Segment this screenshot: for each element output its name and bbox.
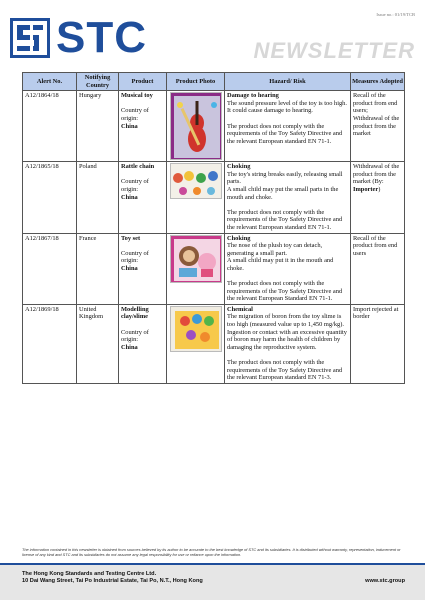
disclaimer-text: The information contained in this newsletter is obtained from sources believed by its author to be accurate to the best knowledge of STC and its subsidiaries. It is distributed without warranty, representation, inducement or license of any kind and STC and its subsidiaries do not assume any legal responsibility for use or reliance upon the information. xyxy=(22,547,401,557)
product-name: Toy set xyxy=(121,234,141,242)
product-cell xyxy=(119,91,167,162)
column-header-alert-no: Alert No. xyxy=(23,73,77,91)
origin-country: China xyxy=(121,193,138,201)
compliance-text: The product does not comply with the requirements of the Toy Safety Directive and the relevant European standard EN 71-1. xyxy=(227,208,343,231)
column-header-product: Product xyxy=(119,73,167,91)
company-name: The Hong Kong Standards and Testing Centre Ltd. xyxy=(22,571,157,577)
table-row xyxy=(23,233,405,304)
measures-text: Withdrawal of the product from the market (By: xyxy=(353,163,400,186)
notifying-country: United Kingdom xyxy=(77,304,119,383)
measures-cell: Withdrawal of the product from the market (By: Importer) xyxy=(351,162,405,233)
issue-number: Issue no.: 01/19/TCB xyxy=(376,12,415,17)
measures-text: Import rejected at border xyxy=(353,305,399,321)
origin-label: Country of origin: xyxy=(121,249,149,265)
column-header-country: Notifying Country xyxy=(77,73,119,91)
product-photo-modelling-clay xyxy=(170,306,222,352)
column-header-photo: Product Photo xyxy=(167,73,225,91)
product-photo-rattle-chain xyxy=(170,163,222,199)
origin-label: Country of origin: xyxy=(121,328,149,344)
product-photo-cell xyxy=(167,233,225,304)
product-cell xyxy=(119,233,167,304)
hazard-description: The sound pressure level of the toy is too high. It could cause damage to hearing. xyxy=(227,99,347,115)
hazard-cell xyxy=(225,233,351,304)
origin-country: China xyxy=(121,264,138,272)
compliance-text: The product does not comply with the requirements of the Toy Safety Directive and the relevant European standard EN 71-1. xyxy=(227,122,343,145)
stc-logo-mark-icon xyxy=(13,21,47,55)
hazard-title: Choking xyxy=(227,163,251,171)
notifying-country: Poland xyxy=(77,162,119,233)
product-photo-cell xyxy=(167,162,225,233)
product-name: Rattle chain xyxy=(121,163,155,171)
hazard-cell xyxy=(225,304,351,383)
compliance-text: The product does not comply with the requirements of the Toy Safety Directive and the relevant European Standard EN 71-1. xyxy=(227,280,343,303)
product-name: Musical toy xyxy=(121,92,153,100)
column-header-hazard: Hazard/ Risk xyxy=(225,73,351,91)
column-header-measures: Measures Adopted xyxy=(351,73,405,91)
table-row xyxy=(23,91,405,162)
table-header-row xyxy=(23,73,405,91)
hazard-title: Chemical xyxy=(227,305,253,313)
alert-number: A12/1867/18 xyxy=(23,233,77,304)
table-row xyxy=(23,162,405,233)
product-photo-toy-set xyxy=(170,235,222,283)
compliance-text: The product does not comply with the requirements of the Toy Safety Directive and the relevant European standard EN 71-3. xyxy=(227,359,343,382)
table-row xyxy=(23,304,405,383)
alerts-table xyxy=(22,72,405,384)
hazard-title: Damage to hearing xyxy=(227,92,279,100)
product-photo-cell xyxy=(167,91,225,162)
brand-name: STC xyxy=(56,13,147,62)
origin-label: Country of origin: xyxy=(121,178,149,193)
product-cell xyxy=(119,304,167,383)
website-link[interactable]: www.stc.group xyxy=(365,578,405,584)
measures-cell xyxy=(351,304,405,383)
hazard-description: The toy's string breaks easily, releasing small parts. A small child may put the small parts in the mouth and choke. xyxy=(227,170,343,201)
stc-logo xyxy=(10,18,50,58)
product-photo-cell xyxy=(167,304,225,383)
newsletter-title: NEWSLETTER xyxy=(253,38,415,63)
alert-number: A12/1869/18 xyxy=(23,304,77,383)
origin-label: Country of origin: xyxy=(121,107,149,122)
alert-number: A12/1865/18 xyxy=(23,162,77,233)
product-cell xyxy=(119,162,167,233)
origin-country: China xyxy=(121,343,138,351)
measures-cell xyxy=(351,91,405,162)
notifying-country: Hungary xyxy=(77,91,119,162)
hazard-cell xyxy=(225,162,351,233)
product-name: Modelling clay/slime xyxy=(121,305,149,321)
company-address: 10 Dai Wang Street, Tai Po Industrial Estate, Tai Po, N.T., Hong Kong xyxy=(22,578,203,584)
alert-number: A12/1864/18 xyxy=(23,91,77,162)
hazard-description: The nose of the plush toy can detach, generating a small part. A small child may put it in the mouth and choke. xyxy=(227,242,334,272)
measures-cell xyxy=(351,233,405,304)
hazard-cell xyxy=(225,91,351,162)
hazard-description: The migration of boron from the toy slime is too high (measured value up to 1,450 mg/kg). Ingestion or contact with an excessive quantity of boron may harm the health of children by damaging the reproductive system. xyxy=(227,313,347,351)
hazard-title: Choking xyxy=(227,234,251,242)
notifying-country: France xyxy=(77,233,119,304)
measures-text: Recall of the product from end users xyxy=(353,234,398,257)
measures-text: Recall of the product from end users; Withdrawal of the product from the market xyxy=(353,92,400,138)
product-photo-musical-toy xyxy=(170,92,222,160)
origin-country: China xyxy=(121,122,138,130)
measures-responsible: Importer xyxy=(353,185,379,193)
